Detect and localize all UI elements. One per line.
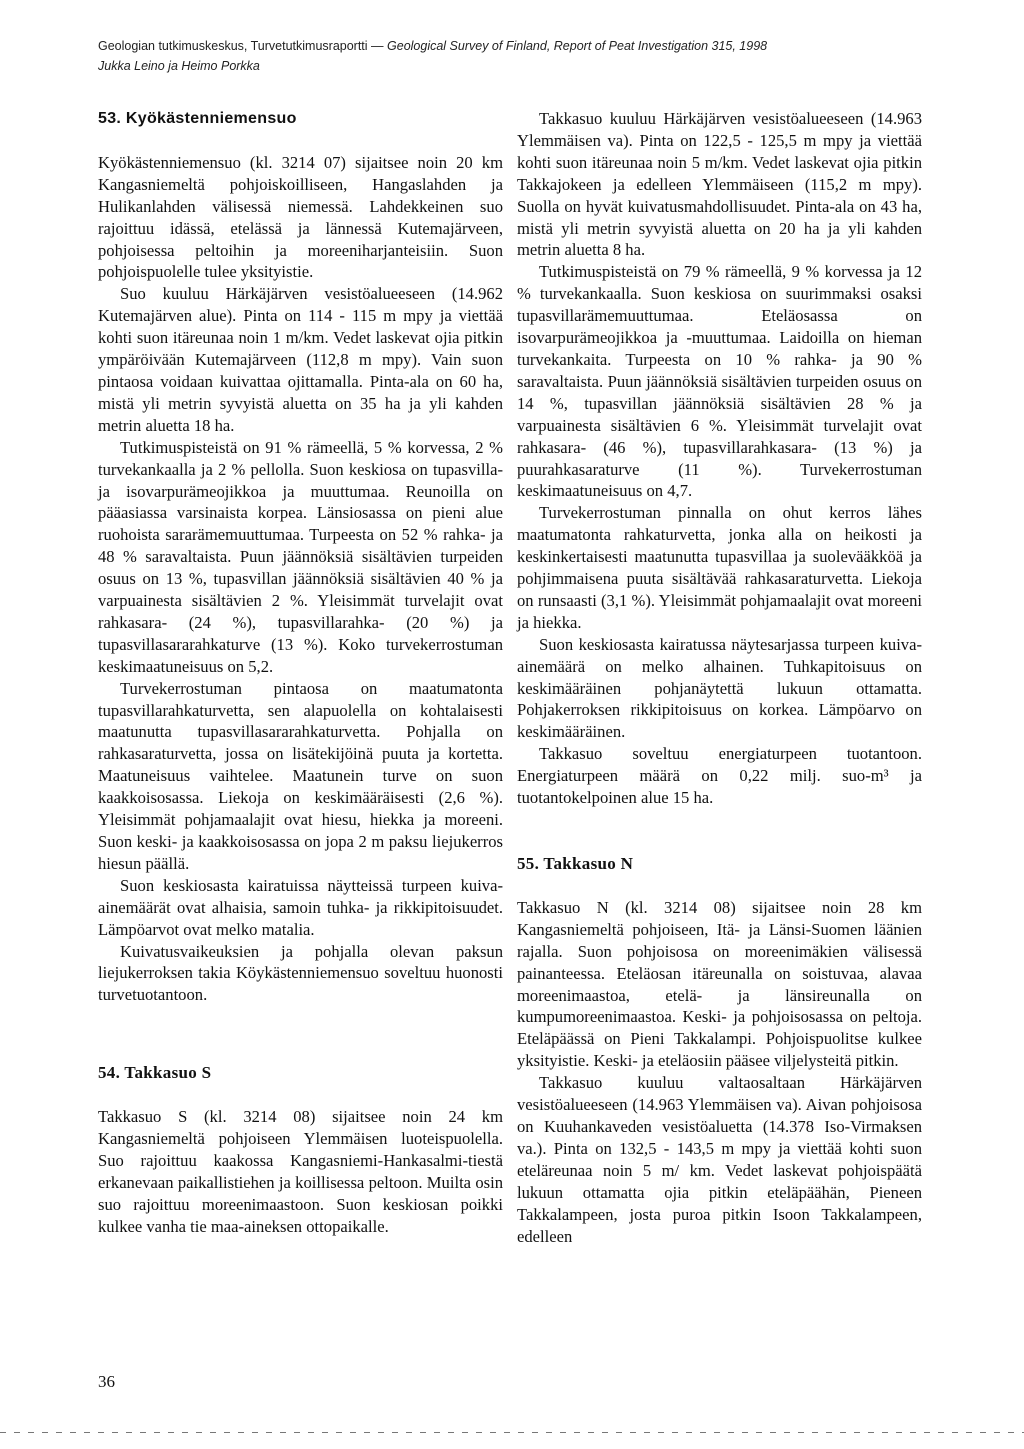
s53-paragraph-1: Kyökästenniemensuo (kl. 3214 07) sijaitsee noin 20 km Kangasniemeltä pohjoiskoilliseen, Hangaslahden ja Hulikanlahden välisessä niemessä. Lahdekkeinen suo rajoittuu idässä, etelässä ja lännessä Kutemajärveen, pohjoisessa peltoihin ja moreeniharjanteisiin. Suon pohjoispuolelle tulee yksityistie. <box>98 152 503 282</box>
header-authors: Jukka Leino ja Heimo Porkka <box>98 59 260 73</box>
scan-edge-line <box>0 1432 1024 1433</box>
header-series-en: Geological Survey of Finland, Report of Peat Investigation 315, 1998 <box>387 39 768 53</box>
running-header <box>98 36 978 76</box>
s54-paragraph-6: Takkasuo soveltuu energiaturpeen tuotantoon. Energiaturpeen määrä on 0,22 milj. suo-m³ ja tuotantokelpoinen alue 15 ha. <box>517 744 922 808</box>
s53-paragraph-3: Tutkimuspisteistä on 91 % rämeellä, 5 % korvessa, 2 % turvekankaalla ja 2 % pellolla. Suon keskiosa on tupasvilla- ja isovarpurämeojikkoa ja muuttumaa. Reunoilla on pääasiassa varsinaista korpea. Länsiosassa on pieni alue ruohoista sararämemuuttumaa. Turpeesta on 52 % rahka- ja 48 % saravaltaista. Puun jäännöksiä sisältävien turpeiden osuus on 13 %, tupasvillan jäännöksiä sisältävien 40 % ja varpuainesta sisältävien 2 %. Yleisimmät turvelajit ovat rahkasara- (24 %), tupasvillarahka- (20 %) ja tupasvillasararahkaturve (13 %). Koko turvekerrostuman keskimaatuneisuus on 5,2. <box>98 437 503 676</box>
s54-paragraph-4: Turvekerrostuman pinnalla on ohut kerros lähes maatumatonta rahkaturvetta, jonka alla on heikosti ja keskinkertaisesti maatunutta tupasvillaa ja suolevääkköä ja pohjimmaisena puuta sisältävää rahkasaraturvetta. Liekoja on runsaasti (3,1 %). Yleisimmät pohjamaalajit ovat moreeni ja hiekka. <box>517 503 922 632</box>
section-55-title: 55. Takkasuo N <box>517 854 634 873</box>
s53-paragraph-4: Turvekerrostuman pintaosa on maatumatonta tupasvillarahkaturvetta, sen alapuolella on kohtalaisesti maatunutta tupasvillasararahkaturvetta. Pohjalla on rahkasaraturvetta, jossa on lisätekijöinä puuta ja kortetta. Maatuneisuus vaihtelee. Maatunein turve on suon kaakkoisosassa. Liekoja on keskimääräisesti (2,6 %). Yleisimmät pohjamaalajit ovat hiesu, hiekka ja moreeni. Suon keski- ja kaakkoisosassa on jopa 2 m paksu liejukerros hiesun päällä. <box>98 678 503 873</box>
header-series: Geologian tutkimuskeskus, Turvetutkimusraportti — <box>98 39 388 53</box>
s54-paragraph-2: Takkasuo kuuluu Härkäjärven vesistöalueeseen (14.963 Ylemmäisen va). Pinta on 122,5 - 125,5 m mpy ja viettää kohti suon itäreunaa noin 5 m/km. Vedet laskevat ojia pitkin Takkajokeen ja edelleen Ylemmäiseen (115,2 m mpy). Suolla on hyvät kuivatusmahdollisuudet. Pinta-ala on 43 ha, mistä yli metrin syvyistä aluetta on 20 ha ja yli kahden metrin aluetta 8 ha. <box>517 109 922 260</box>
s54-paragraph-5: Suon keskiosasta kairatussa näytesarjassa turpeen kuiva-ainemäärä on melko alhainen. Tuhkapitoisuus on keskimääräinen pohjanäytettä lukuun ottamatta. Pohjakerroksen rikkipitoisuus on korkea. Lämpöarvo on keskimääräinen. <box>517 634 922 742</box>
s53-paragraph-2: Suo kuuluu Härkäjärven vesistöalueeseen (14.962 Kutemajärven alue). Pinta on 114 - 115 m mpy ja viettää kohti suon itäreunaa noin 1 m/km. Vedet laskevat ojia pitkin ympäröivään Kutemajärveen (112,8 m mpy). Vain suon pintaosa voidaan kuivattaa ojittamalla. Pinta-ala on 60 ha, mistä yli metrin syvyistä aluetta on 35 ha ja yli kahden metrin aluetta 18 ha. <box>98 284 503 435</box>
s53-paragraph-5: Suon keskiosasta kairatuissa näytteissä turpeen kuiva-ainemäärät ovat alhaisia, samoin tuhka- ja rikkipitoisuudet. Lämpöarvot ovat melko matalia. <box>98 875 503 939</box>
left-column <box>98 108 503 1238</box>
right-column <box>517 108 922 1247</box>
s53-paragraph-6: Kuivatusvaikeuksien ja pohjalla olevan paksun liejukerroksen takia Köykästenniemensuo soveltuu huonosti turvetuotantoon. <box>98 941 503 1005</box>
s55-paragraph-1: Takkasuo N (kl. 3214 08) sijaitsee noin 28 km Kangasniemeltä pohjoiseen, Itä- ja Länsi-Suomen läänien rajalla. Suon pohjoisosa on moreenimäkien välisessä painanteessa. Eteläosan itäreunalla on soistuvaa, alavaa moreenimaastoa, etelä- ja länsireunalla on kumpumoreenimaastoa. Keski- ja pohjoisosassa on peltoja. Eteläpäässä on Pieni Takkalampi. Pohjoispuolitse kulkee yksityistie. Keski- ja eteläosiin pääsee viljelysteitä pitkin. <box>517 897 922 1071</box>
s54-paragraph-3: Tutkimuspisteistä on 79 % rämeellä, 9 % korvessa ja 12 % turvekankaalla. Suon keskiosa on suurimmaksi osaksi tupasvillarämemuuttumaa. Eteläosassa on isovarpurämeojikkoa ja -muuttumaa. Laidoilla on hieman turvekankaita. Turpeesta on 10 % rahka- ja 90 % saravaltaista. Puun jäännöksiä sisältävien turpeiden osuus on 14 %, tupasvillan jäännöksiä sisältävien 28 % ja varpuainesta sisältävien 6 %. Yleisimmät turvelajit ovat rahkasara- (46 %), tupasvillarahkasara- (13 %) ja puurahkasaraturve (11 %). Turvekerrostuman keskimaatuneisuus on 4,7. <box>517 262 922 501</box>
section-54-title: 54. Takkasuo S <box>98 1063 212 1083</box>
section-53-title: 53. Kyökästenniemensuo <box>98 110 297 127</box>
s54-paragraph-1: Takkasuo S (kl. 3214 08) sijaitsee noin 24 km Kangasniemeltä pohjoiseen Ylemmäisen luoteispuolella. Suo rajoittuu kaakossa Kangasniemi-Hankasalmi-tiestä erkanevaan paikallistiehen ja koillisessa peltoon. Muilta osin suo rajoittuu moreenimaastoon. Suon keskiosan poikki kulkee vanha tie maa-aineksen ottopaikalle. <box>98 1107 503 1236</box>
header-line-1 <box>98 36 978 56</box>
s55-paragraph-2: Takkasuo kuuluu valtaosaltaan Härkäjärven vesistöalueeseen (14.963 Ylemmäisen va). Aivan pohjoisosa on Kuuhankaveden vesistöaluetta (14.378 Iso-Virmaksen va.). Pinta on 132,5 - 143,5 m mpy ja viettää kohti suon eteläreunaa noin 5 m/ km. Vedet laskevat pohjoispäätä lukuun ottamatta ojia pitkin eteläpäähän, Pieneen Takkalampeen, josta puroa pitkin Isoon Takkalampeen, edelleen <box>517 1073 922 1246</box>
page-number: 36 <box>98 1372 115 1391</box>
